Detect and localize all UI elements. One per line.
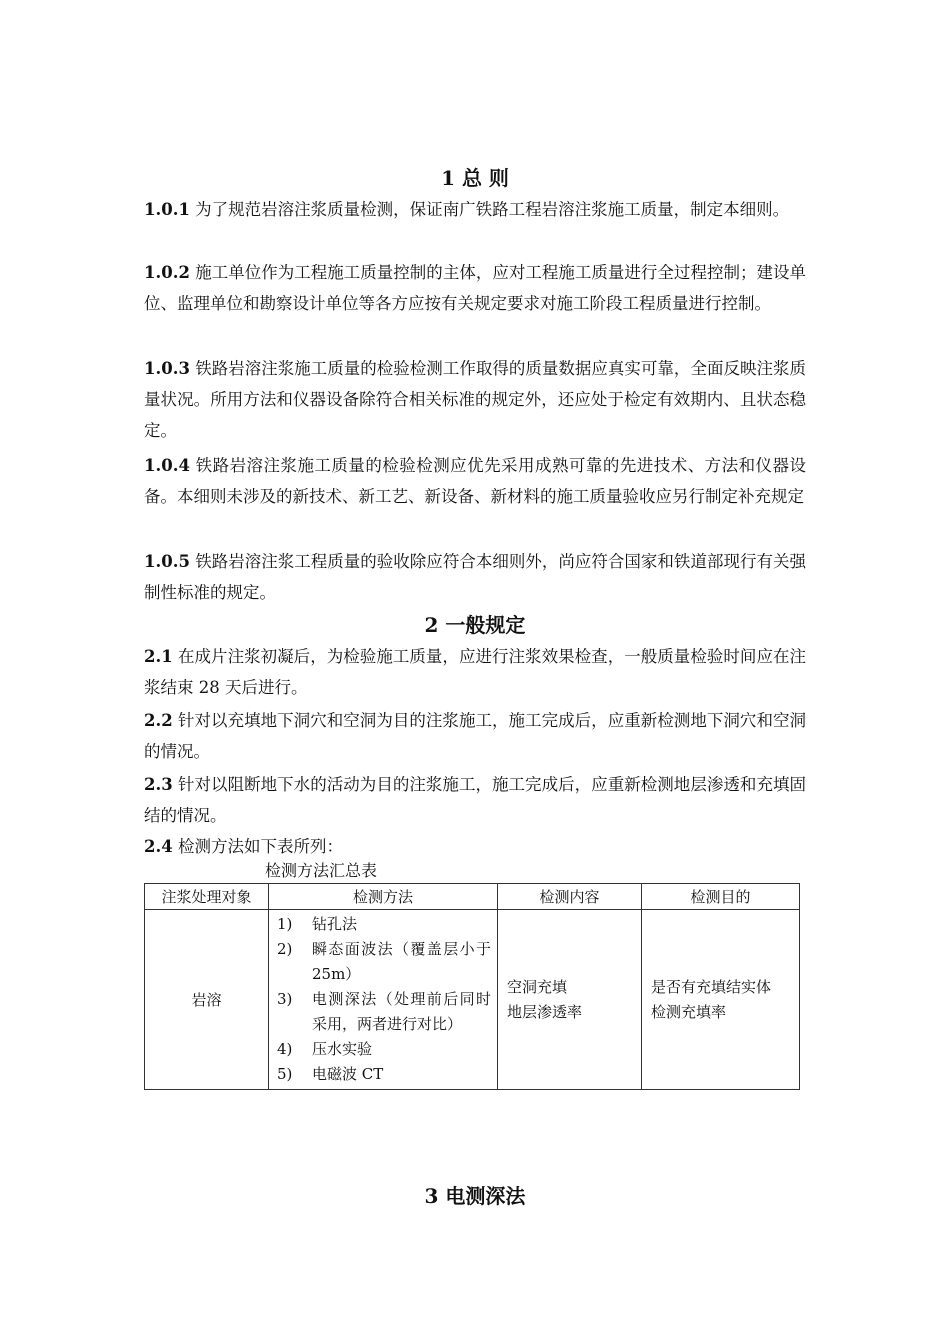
list-text: 压水实验 bbox=[312, 1040, 373, 1058]
clause-number: 1.0.5 bbox=[144, 552, 190, 571]
clause-text: 为了规范岩溶注浆质量检测，保证南广铁路工程岩溶注浆施工质量，制定本细则。 bbox=[189, 200, 790, 219]
list-text: 瞬态面波法（覆盖层小于25m） bbox=[312, 940, 491, 983]
list-item bbox=[277, 1037, 491, 1062]
list-number: 4) bbox=[277, 1040, 293, 1058]
clause-text: 铁路岩溶注浆施工质量的检验检测工作取得的质量数据应真实可靠，全面反映注浆质量状况。所用方法和仪器设备除符合相关标准的规定外，还应处于检定有效期内、且状态稳定。 bbox=[144, 359, 806, 440]
clause-number: 2.1 bbox=[144, 647, 173, 666]
cell-methods bbox=[269, 910, 498, 1090]
content-line: 空洞充填 bbox=[507, 977, 568, 996]
list-number: 5) bbox=[277, 1065, 293, 1083]
methods-list bbox=[269, 910, 497, 1089]
methods-table bbox=[144, 883, 800, 1090]
clause-number: 1.0.1 bbox=[144, 200, 190, 219]
clause-2-4 bbox=[144, 833, 806, 861]
cell-purpose bbox=[642, 910, 800, 1090]
clause-1-0-5 bbox=[144, 546, 806, 608]
list-item bbox=[277, 987, 491, 1037]
clause-text: 检测方法如下表所列： bbox=[172, 837, 343, 856]
clause-text: 在成片注浆初凝后，为检验施工质量，应进行注浆效果检查，一般质量检验时间应在注浆结束 28 天后进行。 bbox=[144, 647, 806, 697]
clause-text: 铁路岩溶注浆工程质量的验收除应符合本细则外，尚应符合国家和铁道部现行有关强制性标准的规定。 bbox=[144, 552, 806, 602]
list-text: 钻孔法 bbox=[312, 915, 358, 933]
header-object: 注浆处理对象 bbox=[145, 884, 269, 910]
section-1-title: 1 总 则 bbox=[441, 166, 509, 190]
header-content: 检测内容 bbox=[498, 884, 642, 910]
clause-number: 2.2 bbox=[144, 711, 173, 730]
cell-content bbox=[498, 910, 642, 1090]
purpose-line: 是否有充填结实体 bbox=[651, 977, 772, 996]
section-3-title: 3 电测深法 bbox=[424, 1184, 526, 1208]
clause-1-0-2 bbox=[144, 257, 806, 319]
clause-2-2 bbox=[144, 705, 806, 767]
content-line: 地层渗透率 bbox=[507, 1002, 583, 1021]
clause-number: 1.0.3 bbox=[144, 359, 190, 378]
clause-text: 施工单位作为工程施工质量控制的主体，应对工程施工质量进行全过程控制；建设单位、监理单位和勘察设计单位等各方应按有关规定要求对施工阶段工程质量进行控制。 bbox=[144, 263, 806, 313]
clause-number: 1.0.2 bbox=[144, 263, 190, 282]
clause-1-0-3 bbox=[144, 353, 806, 446]
list-item bbox=[277, 912, 491, 937]
list-text: 电测深法（处理前后同时采用，两者进行对比） bbox=[312, 990, 491, 1033]
clause-text: 针对以阻断地下水的活动为目的注浆施工，施工完成后，应重新检测地层渗透和充填固结的情况。 bbox=[144, 775, 806, 825]
list-number: 1) bbox=[277, 915, 293, 933]
clause-1-0-4 bbox=[144, 450, 806, 512]
clause-number: 2.4 bbox=[144, 837, 173, 856]
table-row bbox=[145, 910, 800, 1090]
cell-object: 岩溶 bbox=[145, 910, 269, 1090]
clause-2-3 bbox=[144, 769, 806, 831]
clause-1-0-1 bbox=[144, 194, 806, 225]
header-method: 检测方法 bbox=[269, 884, 498, 910]
section-2-title: 2 一般规定 bbox=[424, 613, 526, 637]
table-header-row bbox=[145, 884, 800, 910]
list-number: 3) bbox=[277, 990, 293, 1008]
list-item bbox=[277, 937, 491, 987]
clause-text: 针对以充填地下洞穴和空洞为目的注浆施工，施工完成后，应重新检测地下洞穴和空洞的情况。 bbox=[144, 711, 806, 761]
clause-number: 2.3 bbox=[144, 775, 173, 794]
purpose-line: 检测充填率 bbox=[651, 1002, 727, 1021]
table-caption: 检测方法汇总表 bbox=[265, 861, 378, 880]
clause-2-1 bbox=[144, 641, 806, 703]
header-purpose: 检测目的 bbox=[642, 884, 800, 910]
list-item bbox=[277, 1062, 491, 1087]
clause-text: 铁路岩溶注浆施工质量的检验检测应优先采用成熟可靠的先进技术、方法和仪器设备。本细则未涉及的新技术、新工艺、新设备、新材料的施工质量验收应另行制定补充规定 bbox=[144, 456, 806, 506]
clause-number: 1.0.4 bbox=[144, 456, 190, 475]
list-number: 2) bbox=[277, 940, 293, 958]
list-text: 电磁波 CT bbox=[312, 1065, 384, 1083]
